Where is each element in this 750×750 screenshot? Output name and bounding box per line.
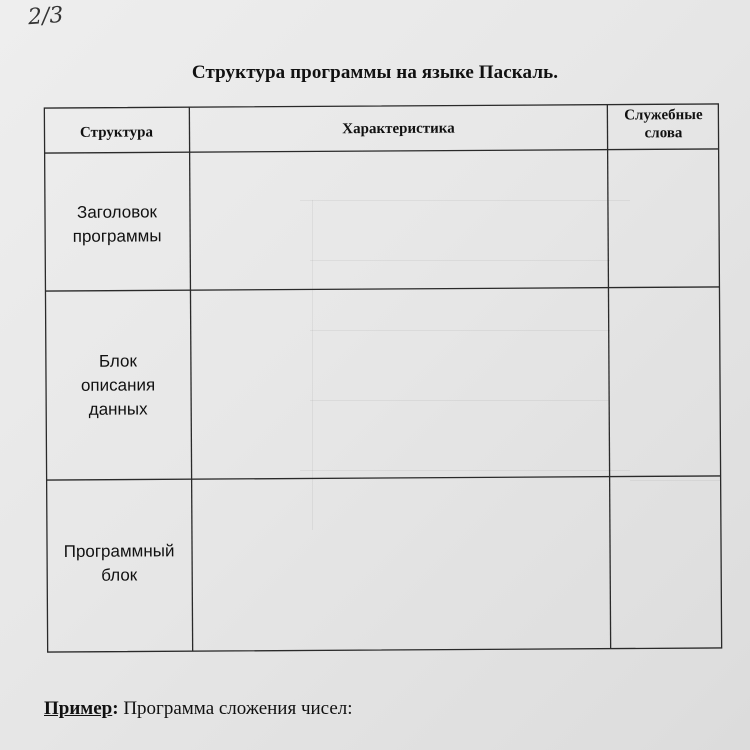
header-characteristic: Характеристика [342, 120, 455, 138]
row-divider-1 [45, 287, 719, 291]
column-divider-2 [607, 105, 610, 649]
example-label: Пример [44, 698, 113, 719]
row-divider-2 [47, 476, 721, 480]
row-label-line: Заголовок [76, 202, 158, 222]
handwritten-page-mark: 2/3 [27, 2, 65, 31]
header-divider [45, 149, 719, 153]
row-label-line: Блок [98, 351, 137, 371]
row-label-line: программы [72, 226, 162, 246]
row-label-line: блок [101, 565, 138, 585]
row-label-data-declaration-block [45, 349, 191, 422]
row-label-line: описания [80, 375, 156, 395]
example-line [44, 698, 353, 720]
row-label-program-header [44, 200, 190, 249]
header-keywords [607, 106, 719, 143]
structure-table [43, 103, 722, 653]
example-text: Программа сложения чисел: [118, 698, 353, 719]
row-label-line: Программный [63, 541, 175, 561]
page-title: Структура программы на языке Паскаль. [191, 62, 559, 83]
example-colon: : [112, 698, 119, 719]
row-label-program-block [46, 539, 192, 588]
header-keywords-line2: слова [644, 125, 683, 142]
header-keywords-line1: Служебные [624, 107, 703, 124]
header-structure: Структура [79, 124, 154, 141]
row-label-line: данных [88, 399, 148, 419]
